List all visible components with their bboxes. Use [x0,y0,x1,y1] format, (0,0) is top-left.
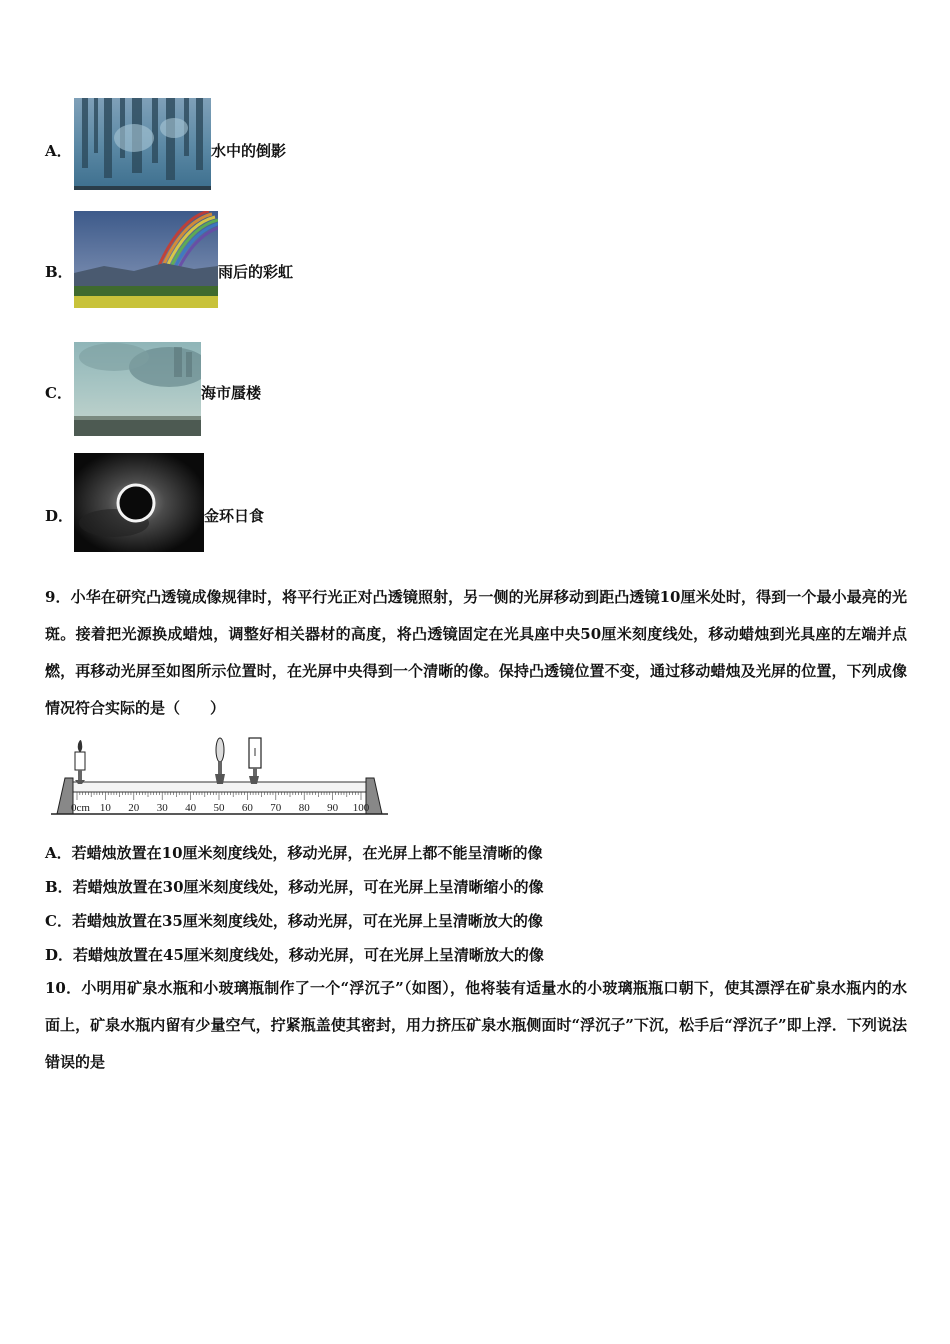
option-letter: B． [45,263,73,281]
scale-label: 60 [241,802,253,814]
option-caption: 海市蜃楼 [201,384,262,402]
option-caption: 水中的倒影 [211,142,287,160]
scale-label: 80 [298,802,310,814]
option-c [0,342,950,436]
choice-b: B．若蜡烛放置在30厘米刻度线处，移动光屏，可在光屏上呈清晰缩小的像 [45,878,544,896]
annular-eclipse-photo [74,453,204,552]
question-9-text: 9．小华在研究凸透镜成像规律时，将平行光正对凸透镜照射，另一侧的光屏移动到距凸透镜10厘米处时，得到一个最小最亮的光斑。接着把光源换成蜡烛，调整好相关器材的高度，将凸透镜固定在光具座中央50厘米刻度线处，移动蜡烛到光具座的左端并点燃，再移动光屏至如图所示位置时，在光屏中央得到一个清晰的像。保持凸透镜位置不变，通过移动蜡烛及光屏的位置，下列成像情况符合实际的是（ ） [45,588,907,717]
mirage-photo [74,342,201,436]
option-caption: 金环日食 [204,507,265,525]
scale-label: 20 [128,802,140,814]
choice-a: A．若蜡烛放置在10厘米刻度线处，移动光屏，在光屏上都不能呈清晰的像 [45,844,543,862]
option-d [0,453,950,552]
option-letter: A． [45,142,72,160]
scale-label: 30 [156,802,168,814]
scale-label: 100 [352,802,370,814]
option-letter: D． [45,507,74,525]
option-a [0,98,950,190]
option-letter: C． [45,384,72,402]
option-caption: 雨后的彩虹 [218,263,294,281]
candle-icon [75,740,85,784]
scale-label: 70 [270,802,282,814]
reflection-in-water-photo [74,98,211,190]
scale-label: 0cm [71,802,90,814]
choice-c: C．若蜡烛放置在35厘米刻度线处，移动光屏，可在光屏上呈清晰放大的像 [45,912,543,930]
scale-label: 40 [185,802,197,814]
scale-label: 90 [327,802,339,814]
optical-bench-diagram [47,736,392,818]
option-b [0,211,950,308]
scale-label: 10 [99,802,111,814]
choice-d: D．若蜡烛放置在45厘米刻度线处，移动光屏，可在光屏上呈清晰放大的像 [45,946,544,964]
light-screen-icon [249,738,261,784]
scale-label: 50 [213,802,225,814]
convex-lens-icon [215,738,225,784]
question-10-text: 10．小明用矿泉水瓶和小玻璃瓶制作了一个“浮沉子”（如图），他将装有适量水的小玻璃瓶瓶口朝下，使其漂浮在矿泉水瓶内的水面上，矿泉水瓶内留有少量空气，拧紧瓶盖使其密封，用力挤压矿泉水瓶侧面时“浮沉子”下沉，松手后“浮沉子”即上浮．下列说法错误的是 [45,979,907,1071]
rainbow-photo [74,211,218,308]
